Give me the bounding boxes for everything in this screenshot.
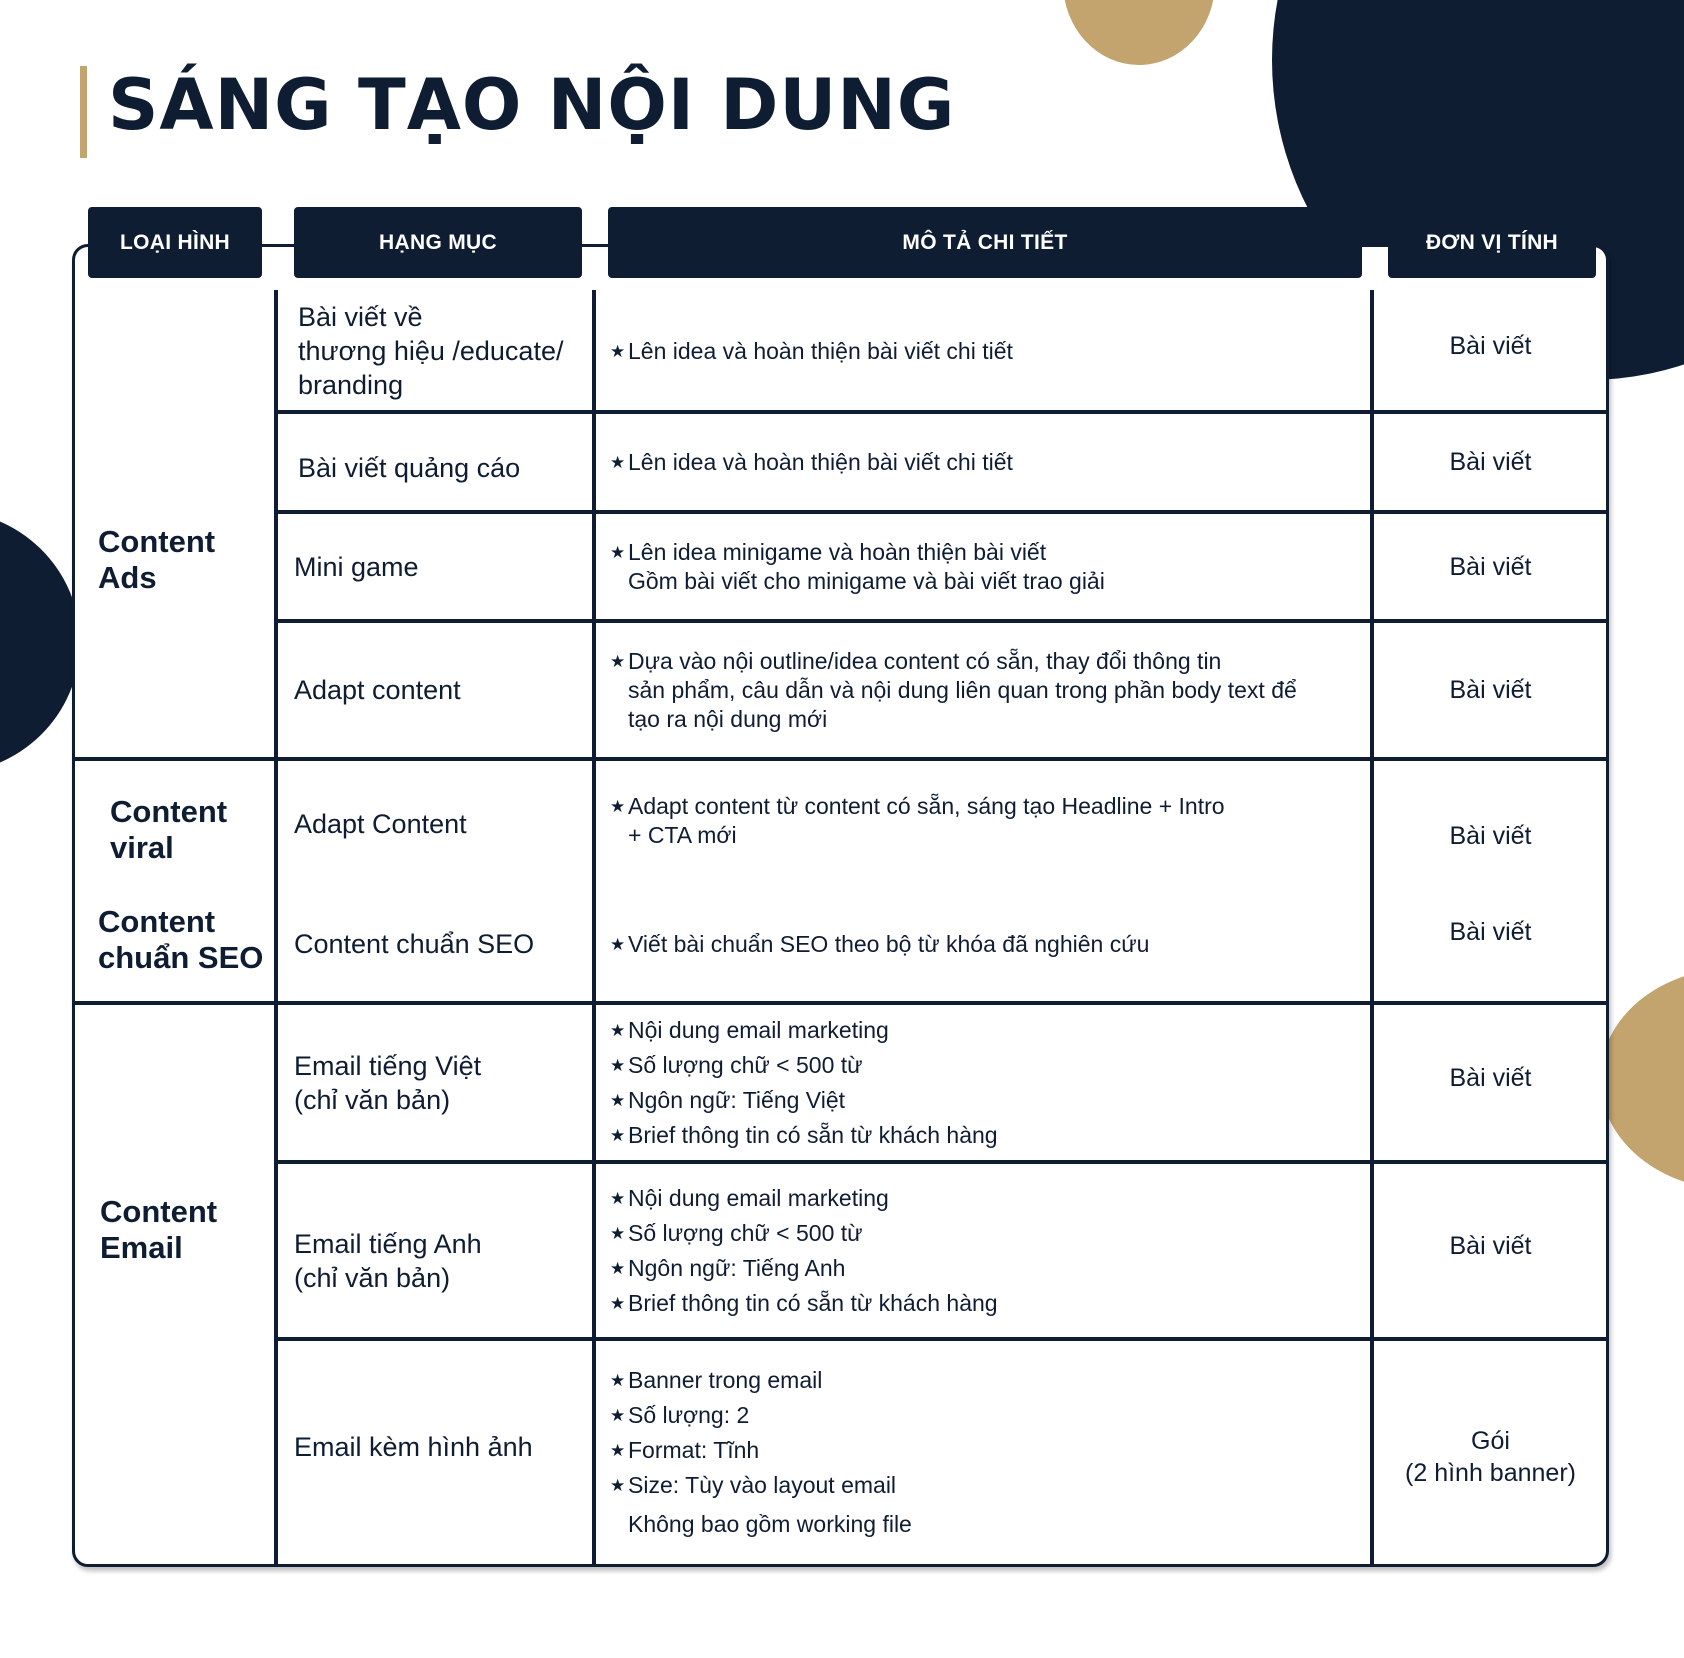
star-icon: ★: [610, 1258, 626, 1278]
category-line: Mini game: [294, 551, 419, 582]
type-line: Ads: [98, 560, 157, 595]
type-content-ads: [76, 500, 272, 620]
row-unit: [1376, 514, 1605, 619]
row-category: [280, 1341, 590, 1563]
unit-line: Bài viết: [1449, 822, 1532, 850]
unit-line: Bài viết: [1449, 676, 1532, 704]
note-item: [610, 1507, 1368, 1542]
star-icon: ★: [610, 1223, 626, 1243]
bullet-text: Số lượng chữ < 500 từ: [628, 1219, 863, 1246]
category-line: Bài viết về: [298, 302, 423, 332]
decor-gold-circle-right: [1600, 968, 1684, 1190]
bullet-text: Lên idea và hoàn thiện bài viết chi tiết: [628, 337, 1013, 364]
bullet-item: [610, 1216, 1368, 1251]
row-unit: [1376, 1164, 1605, 1337]
row-description: [598, 514, 1368, 619]
page-title: SÁNG TẠO NỘI DUNG: [108, 64, 956, 146]
bullet-text: Ngôn ngữ: Tiếng Anh: [628, 1254, 846, 1281]
row-category: [280, 1005, 590, 1160]
category-line: Adapt content: [294, 675, 461, 705]
star-icon: ★: [610, 651, 626, 671]
star-icon: ★: [610, 341, 626, 361]
type-line: viral: [110, 830, 174, 865]
star-icon: ★: [610, 1293, 626, 1313]
star-icon: ★: [610, 452, 626, 472]
type-line: Content: [110, 794, 228, 829]
unit-line: Bài viết: [1449, 918, 1532, 946]
bullet-text: Lên idea và hoàn thiện bài viết chi tiết: [628, 448, 1013, 475]
star-icon: ★: [610, 542, 626, 562]
row-description: [598, 414, 1368, 510]
row-description: [598, 1164, 1368, 1337]
unit-line: Gói: [1471, 1427, 1510, 1455]
bullet-text: sản phẩm, câu dẫn và nội dung liên quan trong phần body text để: [628, 676, 1297, 703]
bullet-item: [610, 1083, 1368, 1118]
row-category: [280, 1164, 590, 1337]
category-line: Content chuẩn SEO: [294, 929, 535, 959]
bullet-item: [610, 448, 1368, 477]
category-line: Email tiếng Việt: [294, 1050, 482, 1081]
unit-line: Bài viết: [1449, 552, 1532, 581]
row-description: [598, 887, 1368, 1001]
bullet-item: [610, 538, 1368, 596]
bullet-item: [610, 1251, 1368, 1286]
bullet-text: tạo ra nội dung mới: [628, 705, 828, 732]
bullet-item: [610, 1468, 1368, 1503]
row-description: [598, 292, 1368, 410]
star-icon: ★: [610, 1125, 626, 1145]
type-line: Content: [98, 524, 216, 559]
category-line: Email kèm hình ảnh: [294, 1432, 533, 1462]
category-line: (chỉ văn bản): [294, 1084, 451, 1115]
bullet-text: Banner trong email: [628, 1366, 823, 1393]
grid-line: [1370, 290, 1374, 1567]
header-unit: ĐƠN VỊ TÍNH: [1388, 207, 1596, 278]
bullet-item: [610, 792, 1368, 850]
bullet-text: Format: Tĩnh: [628, 1436, 760, 1463]
category-line: Email tiếng Anh: [294, 1228, 482, 1259]
row-description: [598, 1005, 1368, 1160]
star-icon: ★: [610, 1055, 626, 1075]
bullet-text: Brief thông tin có sẵn từ khách hàng: [628, 1289, 998, 1316]
star-icon: ★: [610, 1020, 626, 1040]
row-unit: [1376, 887, 1605, 977]
note-text: Không bao gồm working file: [628, 1510, 912, 1537]
bullet-text: Viết bài chuẩn SEO theo bộ từ khóa đã nghiên cứu: [628, 930, 1150, 957]
category-line: Bài viết quảng cáo: [298, 453, 521, 483]
row-unit: [1376, 1005, 1605, 1160]
bullet-item: [610, 1398, 1368, 1433]
star-icon: ★: [610, 1370, 626, 1390]
bullet-text: Nội dung email marketing: [628, 1016, 889, 1043]
row-description: [598, 761, 1368, 887]
row-unit: [1376, 414, 1605, 510]
unit-line: Bài viết: [1449, 448, 1532, 476]
type-line: Content: [98, 904, 216, 939]
category-line: branding: [298, 370, 404, 400]
bullet-text: Số lượng: 2: [628, 1401, 750, 1428]
type-content-viral: [76, 790, 272, 870]
type-line: Email: [100, 1230, 183, 1265]
bullet-text: Gồm bài viết cho minigame và bài viết trao giải: [628, 567, 1105, 594]
category-line: Adapt Content: [294, 809, 467, 839]
bullet-item: [610, 647, 1368, 734]
star-icon: ★: [610, 1475, 626, 1495]
star-icon: ★: [610, 1188, 626, 1208]
bullet-item: [610, 1013, 1368, 1048]
star-icon: ★: [610, 797, 626, 816]
bullet-item: [610, 337, 1368, 366]
unit-line: Bài viết: [1449, 332, 1532, 360]
star-icon: ★: [610, 934, 626, 954]
bullet-text: Số lượng chữ < 500 từ: [628, 1051, 863, 1078]
header-category: HẠNG MỤC: [294, 207, 582, 278]
star-icon: ★: [610, 1440, 626, 1460]
bullet-item: [610, 1048, 1368, 1083]
row-category: [280, 514, 590, 619]
bullet-item: [610, 1181, 1368, 1216]
row-unit: [1376, 623, 1605, 757]
bullet-text: Ngôn ngữ: Tiếng Việt: [628, 1086, 846, 1113]
grid-line: [274, 290, 278, 1567]
bullet-item: [610, 1363, 1368, 1398]
unit-line: Bài viết: [1449, 1231, 1532, 1260]
row-category: [280, 292, 590, 410]
star-icon: ★: [610, 1405, 626, 1425]
row-category: [280, 887, 590, 1001]
row-category: [280, 761, 590, 887]
decor-gold-circle-top: [1063, 0, 1215, 65]
type-content-email: [76, 1180, 272, 1280]
unit-line: Bài viết: [1449, 1063, 1532, 1092]
row-unit: [1376, 292, 1605, 410]
row-unit: [1376, 1341, 1605, 1563]
bullet-item: [610, 930, 1368, 959]
row-category: [280, 414, 590, 510]
category-line: (chỉ văn bản): [294, 1262, 451, 1293]
bullet-text: + CTA mới: [628, 822, 737, 848]
bullet-text: Adapt content từ content có sẵn, sáng tạo Headline + Intro: [628, 793, 1225, 819]
bullet-text: Nội dung email marketing: [628, 1184, 889, 1211]
type-content-seo: [76, 900, 272, 980]
bullet-text: Dựa vào nội outline/idea content có sẵn, thay đổi thông tin: [628, 647, 1222, 674]
title-accent-bar: [80, 66, 87, 158]
type-line: Content: [100, 1194, 218, 1229]
grid-line: [592, 290, 596, 1567]
bullet-text: Brief thông tin có sẵn từ khách hàng: [628, 1121, 998, 1148]
unit-line: (2 hình banner): [1405, 1459, 1576, 1487]
row-description: [598, 1341, 1368, 1563]
decor-navy-circle-left: [0, 510, 80, 774]
bullet-text: Lên idea minigame và hoàn thiện bài viết: [628, 538, 1047, 565]
star-icon: ★: [610, 1090, 626, 1110]
category-line: thương hiệu /educate/: [298, 336, 564, 366]
header-description: MÔ TẢ CHI TIẾT: [608, 207, 1362, 278]
bullet-item: [610, 1433, 1368, 1468]
header-type: LOẠI HÌNH: [88, 207, 262, 278]
row-description: [598, 623, 1368, 757]
bullet-text: Size: Tùy vào layout email: [628, 1471, 897, 1498]
bullet-item: [610, 1118, 1368, 1153]
row-category: [280, 623, 590, 757]
type-line: chuẩn SEO: [98, 940, 264, 975]
bullet-item: [610, 1286, 1368, 1321]
